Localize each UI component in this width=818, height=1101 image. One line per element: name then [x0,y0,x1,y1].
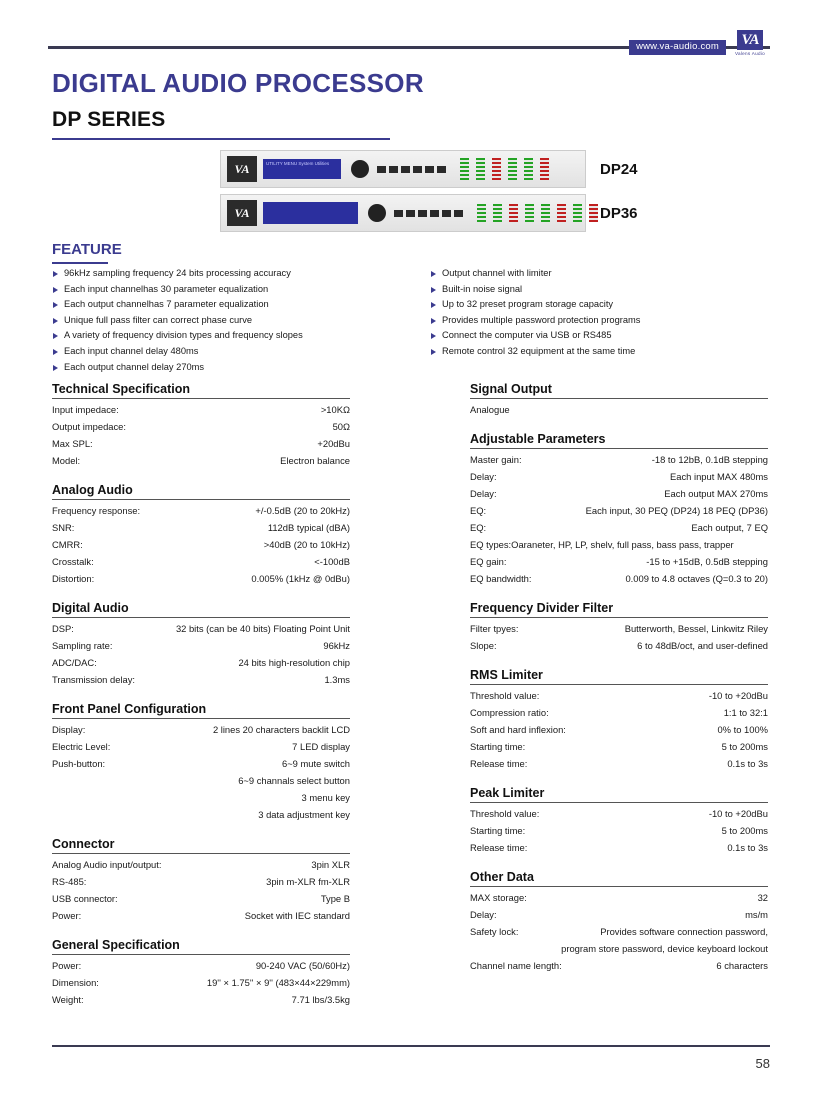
spec-label: EQ: [470,521,487,533]
footer-divider [52,1045,770,1047]
table-row [52,418,350,435]
table-row [52,974,350,991]
spec-label: Starting time: [470,824,526,836]
spec-label: Weight: [52,993,84,1005]
spec-label: Power: [52,909,82,921]
spec-table [470,620,768,654]
section-divider [470,448,768,449]
section-heading: RMS Limiter [470,668,543,682]
table-row [470,805,768,822]
spec-value: +/-0.5dB (20 to 20kHz) [255,504,350,516]
feature-list [52,266,768,375]
spec-label: Input impedace: [52,403,119,415]
table-row [52,721,350,738]
table-row [470,957,768,974]
spec-value: Socket with IEC standard [244,909,350,921]
feature-heading: FEATURE [52,241,122,258]
section-heading: Other Data [470,870,534,884]
spec-label: Push-button: [52,757,106,769]
spec-label: Filter tpyes: [470,622,519,634]
table-row [470,620,768,637]
spec-label: Output impedace: [52,420,127,432]
spec-value: Provides software connection password, [600,925,768,937]
table-row [470,889,768,906]
section-heading: General Specification [52,938,180,952]
logo-caption: Valens Audio [734,51,766,56]
table-row [52,789,350,806]
feature-item: Output channel with limiter [430,266,760,282]
section-divider [470,802,768,803]
spec-value: Butterworth, Bessel, Linkwitz Riley [624,622,768,634]
spec-value: -18 to 12bB, 0.1dB stepping [651,453,768,465]
table-row [52,570,350,587]
table-row [470,502,768,519]
specification-column-left [52,382,350,1008]
spec-value: program store password, device keyboard lockout [561,942,768,954]
spec-value: ms/m [745,908,768,920]
feature-column-right [430,266,760,375]
table-row [52,654,350,671]
section-divider [52,853,350,854]
spec-label: Channel name length: [470,959,562,971]
spec-table [52,721,350,823]
spec-value: 6~9 mute switch [281,757,350,769]
device-knob-icon [368,204,386,222]
table-row [470,906,768,923]
spec-label: Power: [52,959,82,971]
feature-item: Connect the computer via USB or RS485 [430,328,760,344]
spec-value: Type B [320,892,350,904]
spec-label: Safety lock: [470,925,519,937]
spec-value: 0.005% (1kHz @ 0dBu) [251,572,350,584]
website-url-badge[interactable]: www.va-audio.com [629,40,726,55]
section-divider [52,617,350,618]
spec-value: 96kHz [323,639,350,651]
feature-column-left [52,266,382,375]
spec-table [470,805,768,856]
feature-item: Provides multiple password protection programs [430,313,760,329]
spec-label: Delay: [470,487,497,499]
spec-value: <-100dB [314,555,350,567]
spec-value: >40dB (20 to 10kHz) [263,538,350,550]
spec-value: 0.1s to 3s [727,841,768,853]
spec-value: 6~9 channals select button [238,774,350,786]
feature-item: Up to 32 preset program storage capacity [430,297,760,313]
table-row [470,822,768,839]
section-divider [470,398,768,399]
spec-label: Threshold value: [470,807,540,819]
table-row [52,502,350,519]
table-row [470,536,768,553]
spec-value: -10 to +20dBu [708,689,768,701]
device-buttons [394,210,463,217]
spec-label: Electric Level: [52,740,111,752]
table-row [470,519,768,536]
product-label-dp36: DP36 [600,204,638,222]
table-row [470,451,768,468]
spec-label: SNR: [52,521,75,533]
spec-table [470,401,768,418]
table-row [52,856,350,873]
spec-label: USB connector: [52,892,118,904]
section-divider [470,684,768,685]
spec-label: Dimension: [52,976,99,988]
table-row [470,839,768,856]
spec-value: 2 lines 20 characters backlit LCD [212,723,350,735]
table-row [52,637,350,654]
section-heading: Signal Output [470,382,552,396]
spec-label: Release time: [470,841,528,853]
device-knob-icon [351,160,369,178]
product-label-dp24: DP24 [600,160,638,178]
logo-mark-icon: VA [737,30,763,50]
product-row [220,194,650,232]
spec-table [470,889,768,974]
device-brand-icon: VA [227,156,257,182]
spec-value: 3pin XLR [311,858,350,870]
spec-value: -10 to +20dBu [708,807,768,819]
spec-value: Electron balance [280,454,350,466]
spec-value: 32 [757,891,768,903]
spec-value: 1:1 to 32:1 [723,706,768,718]
section-divider [52,954,350,955]
spec-label: Crosstalk: [52,555,94,567]
spec-table [52,620,350,688]
spec-value: 0% to 100% [717,723,768,735]
spec-label: Compression ratio: [470,706,549,718]
spec-table [52,502,350,587]
table-row [470,721,768,738]
title-divider [52,138,390,140]
spec-value: 1.3ms [324,673,350,685]
table-row [52,452,350,469]
spec-value: Each input, 30 PEQ (DP24) 18 PEQ (DP36) [585,504,768,516]
table-row [52,553,350,570]
device-dp36-image [220,194,586,232]
device-brand-icon: VA [227,200,257,226]
spec-value: 32 bits (can be 40 bits) Floating Point Unit [175,622,350,634]
feature-item: Remote control 32 equipment at the same time [430,344,760,360]
feature-item: Each output channel delay 270ms [52,360,382,376]
device-lcd-screen: UTILITY MENU System Utilities [263,159,341,179]
spec-label: Transmission delay: [52,673,136,685]
table-row [52,755,350,772]
spec-value: -15 to +15dB, 0.5dB stepping [646,555,768,567]
table-row [52,671,350,688]
spec-label: Distortion: [52,572,95,584]
spec-label: DSP: [52,622,74,634]
company-logo [730,30,770,56]
section-heading: Analog Audio [52,483,133,497]
table-row [52,957,350,974]
page-title: DIGITAL AUDIO PROCESSOR [52,68,424,98]
section-heading: Adjustable Parameters [470,432,606,446]
table-row [470,687,768,704]
spec-label: Delay: [470,908,497,920]
feature-divider [52,262,108,264]
feature-item: Each input channel delay 480ms [52,344,382,360]
table-row [470,755,768,772]
spec-label: EQ gain: [470,555,507,567]
product-row [220,150,650,188]
table-row [470,637,768,654]
table-row [52,772,350,789]
table-row [52,806,350,823]
spec-value: 3 menu key [301,791,350,803]
spec-value: 3pin m-XLR fm-XLR [266,875,350,887]
spec-label: Frequency response: [52,504,141,516]
table-row [470,401,768,418]
spec-table [52,401,350,469]
spec-value: 50Ω [332,420,350,432]
spec-label: Starting time: [470,740,526,752]
table-row [52,401,350,418]
device-level-meters [477,204,598,222]
spec-label: Max SPL: [52,437,93,449]
spec-label: Sampling rate: [52,639,113,651]
spec-label: EQ types:Oaraneter, HP, LP, shelv, full pass, bass pass, trapper [470,538,734,550]
spec-value: >10KΩ [320,403,350,415]
specification-column-right [470,382,768,1008]
table-row [470,923,768,940]
feature-item: A variety of frequency division types and frequency slopes [52,328,382,344]
device-level-meters [460,158,549,180]
section-heading: Peak Limiter [470,786,545,800]
section-heading: Digital Audio [52,601,129,615]
spec-label: EQ bandwidth: [470,572,532,584]
feature-item: Each output channelhas 7 parameter equalization [52,297,382,313]
table-row [52,890,350,907]
spec-value: 5 to 200ms [721,824,768,836]
section-heading: Front Panel Configuration [52,702,207,716]
device-buttons [377,166,446,173]
section-divider [52,398,350,399]
spec-label: Slope: [470,639,497,651]
table-row [52,907,350,924]
spec-value: 6 characters [716,959,768,971]
device-lcd-screen [263,202,358,224]
spec-value: 112dB typical (dBA) [267,521,350,533]
section-heading: Technical Specification [52,382,191,396]
spec-label: Analogue [470,403,510,415]
spec-label: Master gain: [470,453,522,465]
table-row [470,553,768,570]
table-row [470,468,768,485]
section-heading: Connector [52,837,115,851]
spec-label: EQ: [470,504,487,516]
spec-label: ADC/DAC: [52,656,97,668]
spec-value: 0.009 to 4.8 octaves (Q=0.3 to 20) [625,572,768,584]
spec-label: Soft and hard inflexion: [470,723,566,735]
table-row [52,519,350,536]
spec-label: RS-485: [52,875,87,887]
table-row [52,620,350,637]
spec-value: 7.71 lbs/3.5kg [291,993,350,1005]
section-divider [52,499,350,500]
table-row [52,435,350,452]
section-divider [52,718,350,719]
specification-columns [52,382,768,1008]
section-divider [470,886,768,887]
page-number: 58 [755,1056,770,1071]
spec-value: 3 data adjustment key [258,808,350,820]
section-heading: Frequency Divider Filter [470,601,614,615]
spec-value: 5 to 200ms [721,740,768,752]
table-row [470,738,768,755]
feature-item: Each input channelhas 30 parameter equalization [52,282,382,298]
spec-table [470,451,768,587]
spec-table [470,687,768,772]
spec-value: 24 bits high-resolution chip [238,656,350,668]
spec-label: Threshold value: [470,689,540,701]
spec-value: 7 LED display [292,740,350,752]
spec-table [52,957,350,1008]
spec-value: 90-240 VAC (50/60Hz) [255,959,350,971]
feature-item: Unique full pass filter can correct phase curve [52,313,382,329]
feature-item: 96kHz sampling frequency 24 bits processing accuracy [52,266,382,282]
spec-label: Analog Audio input/output: [52,858,162,870]
spec-value: Each output, 7 EQ [691,521,768,533]
spec-value: 19'' × 1.75'' × 9'' (483×44×229mm) [206,976,350,988]
spec-label: Release time: [470,757,528,769]
spec-value: 0.1s to 3s [727,757,768,769]
spec-label: MAX storage: [470,891,527,903]
table-row [52,536,350,553]
device-dp24-image [220,150,586,188]
spec-table [52,856,350,924]
table-row [52,873,350,890]
product-images [220,150,650,238]
table-row [470,570,768,587]
table-row [470,704,768,721]
spec-label: CMRR: [52,538,83,550]
spec-value: +20dBu [317,437,350,449]
table-row [52,991,350,1008]
feature-item: Built-in noise signal [430,282,760,298]
table-row [470,485,768,502]
section-divider [470,617,768,618]
spec-label: Delay: [470,470,497,482]
page-header [0,0,818,62]
table-row [470,940,768,957]
spec-value: Each input MAX 480ms [670,470,768,482]
spec-label: Model: [52,454,81,466]
table-row [52,738,350,755]
page-subtitle: DP SERIES [52,108,166,131]
spec-value: Each output MAX 270ms [664,487,768,499]
spec-label: Display: [52,723,86,735]
spec-value: 6 to 48dB/oct, and user-defined [637,639,768,651]
